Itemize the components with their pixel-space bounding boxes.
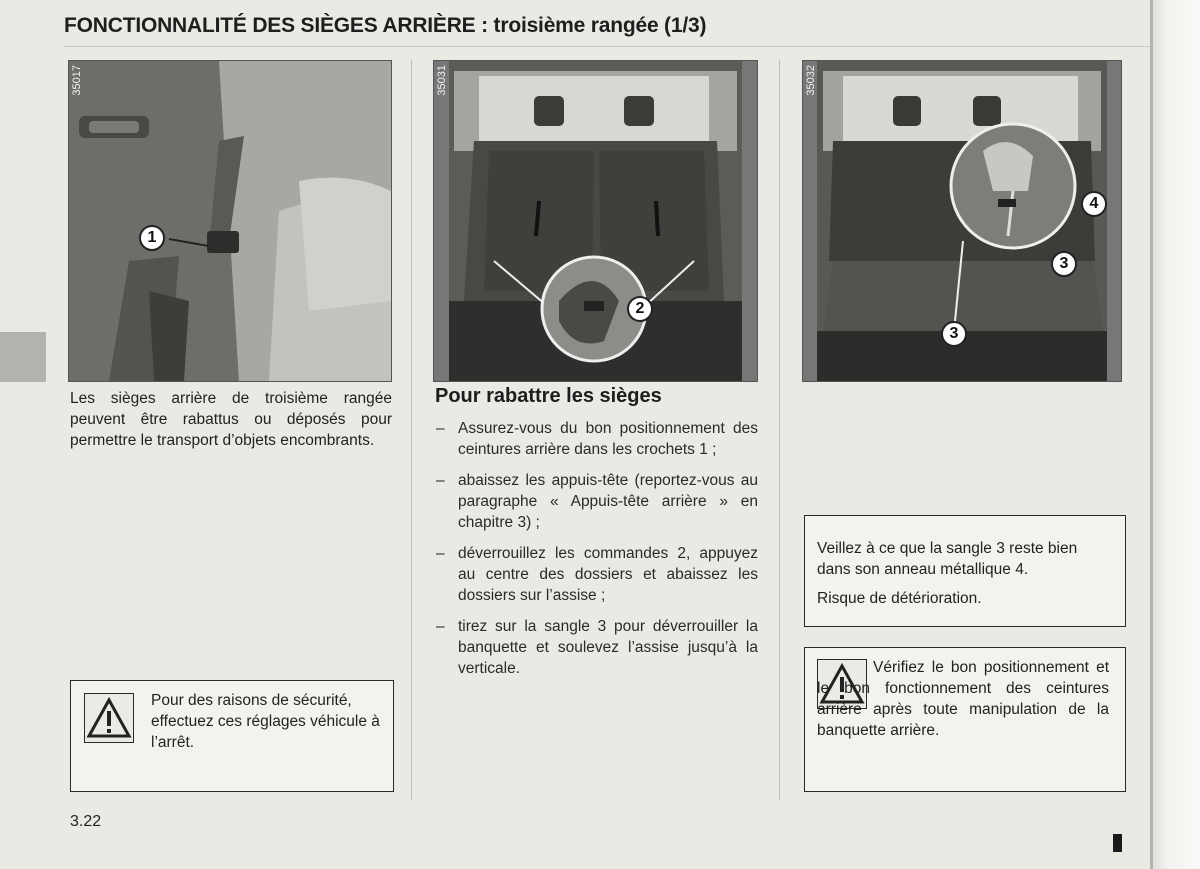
header-divider	[64, 46, 1150, 47]
chapter-tab	[0, 332, 46, 382]
photo-seatbelt-hook	[68, 60, 392, 382]
photo-illustration	[69, 61, 391, 381]
photo-seat-controls	[433, 60, 758, 382]
safety-warning-text: Pour des raisons de sécurité, effectuez ces réglages véhicule à l’arrêt.	[151, 692, 380, 751]
warning-triangle-icon	[84, 693, 134, 743]
list-item: – Assurez-vous du bon positionnement des ceintures arrière dans les crochets 1 ;	[436, 420, 758, 458]
column-divider	[411, 60, 412, 800]
safety-warning-box	[70, 680, 394, 792]
callout-1: 1	[139, 225, 165, 251]
photo-illustration	[434, 61, 757, 381]
list-item: – tirez sur la sangle 3 pour déverrouiller la banquette et soulevez l’assise jusqu’à la verticale.	[436, 618, 758, 677]
photo-seat-strap	[802, 60, 1122, 382]
callout-3-lower: 3	[941, 321, 967, 347]
callout-4: 4	[1081, 191, 1107, 217]
page-title: FONCTIONNALITÉ DES SIÈGES ARRIÈRE : troisième rangée (1/3)	[64, 14, 707, 37]
section-end-marker	[1113, 834, 1122, 852]
intro-paragraph: Les sièges arrière de troisième rangée peuvent être rabattus ou déposés pour permettre le transport d’objets encombrants.	[70, 390, 392, 449]
callout-3: 3	[1051, 251, 1077, 277]
seatbelt-warning-box	[804, 647, 1126, 792]
damage-risk-text: Risque de détérioration.	[817, 590, 982, 607]
photo-reference-code: 35017	[71, 65, 83, 96]
photo-reference-code: 35032	[805, 65, 817, 96]
seatbelt-warning-text: Vérifiez le bon positionnement et le bon fonctionnement des ceintures arrière après toute manipulation de la banquette arrière.	[817, 659, 1109, 739]
section-heading: Pour rabattre les sièges	[435, 385, 662, 407]
list-item: – déverrouillez les commandes 2, appuyez au centre des dossiers et abaissez les dossiers sur l’assise ;	[436, 545, 758, 604]
page-fold	[1150, 0, 1153, 869]
callout-2: 2	[627, 296, 653, 322]
page-number: 3.22	[70, 813, 102, 830]
instruction-list	[436, 418, 758, 689]
facing-page-edge	[1150, 0, 1200, 869]
photo-reference-code: 35031	[436, 65, 448, 96]
strap-note-box	[804, 515, 1126, 627]
strap-note-text: Veillez à ce que la sangle 3 reste bien dans son anneau métallique 4.	[817, 540, 1078, 578]
column-divider	[779, 60, 780, 800]
list-item: – abaissez les appuis-tête (reportez-vous au paragraphe « Appuis-tête arrière » en chapitre 3) ;	[436, 472, 758, 531]
